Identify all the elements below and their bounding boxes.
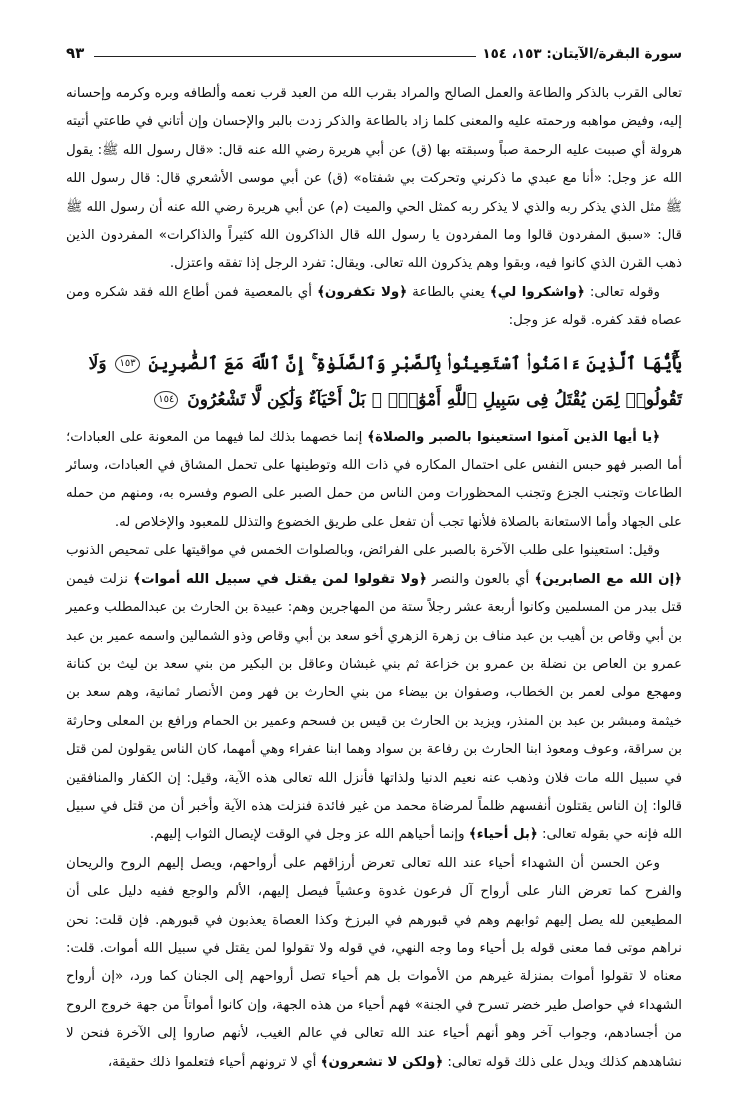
text-span: أي بالعون والنصر (426, 571, 535, 587)
paragraph-dhikr: تعالى القرب بالذكر والطاعة والعمل الصالح والمراد بقرب الله من العبد قرب نعمه وألطافه وبره وكرمه وإحسانه إليه، وفيض مواهبه ورحمته عليه والمعنى كلما زاد بالطاعة والذكر زدت بالبر والإحسان وإن أتاني في طاعتي أتيته هرولة أي صببت عليه الرحمة صباً وسبقته بها (ق) عن أبي هريرة رضي الله عنه قال: «قال رسول الله ﷺ: يقول الله عز وجل: «أنا مع عبدي ما ذكرني وتحركت بي شفتاه» (ق) عن أبي موسى الأشعري قال: قال رسول الله ﷺ مثل الذي يذكر ربه والذي لا يذكر ربه كمثل الحي والميت (م) عن أبي هريرة رضي الله عنه أن رسول الله ﷺ قال: «سبق المفردون قالوا وما المفردون يا رسول الله قال الذاكرون الله كثيراً والذاكرات» المفردون الذين ذهب القرن الذي كانوا فيه، وبقوا وهم يذكرون الله تعالى. ويقال: تفرد الرجل إذا تفقه واعتزل. (66, 86, 682, 272)
text-span: يعني بالطاعة (407, 284, 490, 300)
quran-quote: ﴿واشكروا لي﴾ (489, 284, 585, 300)
page-number: ٩٣ (66, 44, 85, 62)
text-span: أي بالمعصية فمن أطاع الله فقد شكره ومن عصاه فقد كفره. قوله عز وجل: (66, 284, 682, 329)
ayah-number-mark-icon: ١٥٣ (115, 355, 139, 373)
text-span: وإنما أحياهم الله عز وجل في الوقت لإيصال الثواب إليهم. (149, 827, 469, 843)
surah-title: سورة البقرة/الآيتان: ١٥٣، ١٥٤ (482, 46, 682, 62)
quran-quote: ﴿ولا تقولوا لمن يقتل في سبيل الله أموات﴾ (133, 571, 427, 587)
paragraph-badr (66, 537, 682, 849)
text-span: إنما خصهما بذلك لما فيهما من المعونة على العبادات؛ أما الصبر فهو حبس النفس على احتمال المكاره في ذات الله وتوطينها على تحمل المشاق في العبادات، وسائر الطاعات وتجنب الجزع وتجنب المحظورات ومن الناس من حمل الصبر على الصوم وفسره به، ومنهم من حمله على الجهاد وأما الاستعانة بالصلاة فلأنها تجب أن تفعل على طريق الخضوع والتذلل للمعبود والإخلاص له. (66, 429, 682, 530)
paragraph-shukr (66, 279, 682, 336)
quran-quote: ﴿بل أحياء﴾ (468, 827, 538, 843)
quran-quote: ﴿ولا تكفرون﴾ (317, 284, 408, 300)
verse-text-153: يَٰٓأَيُّهَا ٱلَّذِينَ ءَامَنُوا۟ ٱسْتَعِينُوا۟ بِٱلصَّبْرِ وَٱلصَّلَوٰةِ ۚ إِنَّ ٱللَّهَ مَعَ ٱلصَّٰبِرِينَ (148, 353, 682, 374)
quran-quote: ﴿ولكن لا تشعرون﴾ (320, 1054, 444, 1070)
paragraph-shuhada (66, 850, 682, 1077)
header-rule (94, 56, 476, 57)
text-span: وعن الحسن أن الشهداء أحياء عند الله تعالى تعرض أرزاقهم على أرواحهم، ويصل إليهم الروح والريحان والفرح كما تعرض النار على أرواح آل فرعون غدوة وعشياً فيصل إليهم، الألم والوجع ففيه دليل على أن المطيعين لله يصل إليهم ثوابهم وهم في قبورهم في البرزخ وكذا العصاة يعذبون في قبورهم. فإن قلت: نحن نراهم موتى فما معنى قوله بل أحياء وما وجه النهي، في قوله ولا تقولوا لمن يقتل في سبيل الله أموات. قلت: معناه لا تقولوا أموات بمنزلة غيرهم من الأموات بل هم أحياء تصل أرواحهم إلى الجنان كما ورد، «إن أرواح الشهداء في حواصل طير خضر تسرح في الجنة» فهم أحياء من هذه الجهة، وإن كانوا أمواتاً من جهة خروج الروح من أجسادهم، وجواب آخر وهو أنهم أحياء عند الله تعالى في عالم الغيب، لأنهم صاروا إلى الآخرة فنحن لا نشاهدهم كذلك ويدل على ذلك قوله تعالى: (66, 855, 682, 1070)
quran-verse-block (66, 346, 682, 418)
text-span: وقوله تعالى: (584, 284, 660, 300)
text-span: نزلت فيمن قتل ببدر من المسلمين وكانوا أربعة عشر رجلاً ستة من المهاجرين وهم: عبيدة بن الحارث بن عبدالمطلب وعمير بن أبي وقاص بن أهيب بن عبد مناف بن زهرة الزهري أخو سعد بن أبي وقاص وذو الشمالين واسمه عمير بن عبد عمرو بن العاص بن نضلة بن عمرو بن خزاعة ثم بني غبشان وعاقل بن البكير من بني سعد بن ليث بن كنانة ومهجع مولى لعمر بن الخطاب، وصفوان بن بيضاء من بني الحارث بن فهر ومن الأنصار ثمانية، وهم سعد بن خيثمة ومبشر بن عبد بن المنذر، ويزيد بن الحارث بن قيس بن فسحم وعمير بن الحمام ورافع بن المعلى وحارثة بن سراقة، وعوف ومعوذ ابنا الحارث بن رفاعة بن سواد وهما ابنا عفراء وهي أمهما، كان الناس يقولون لمن قتل في سبيل الله مات فلان وذهب عنه نعيم الدنيا ولذاتها فأنزل الله تعالى هذه الآية، وقيل: إن الكفار والمنافقين قالوا: إن الناس يقتلون أنفسهم ظلماً لمرضاة محمد من غير فائدة فنزلت هذه الآية وأخبر أن من قتل في سبيل الله فإنه حي بقوله تعالى: (66, 571, 682, 843)
paragraph-sabr (66, 424, 682, 538)
page-body (66, 80, 682, 1077)
ayah-number-mark-icon: ١٥٤ (154, 391, 178, 409)
quran-quote: ﴿يا أيها الذين آمنوا استعينوا بالصبر والصلاة﴾ (367, 429, 661, 445)
verse-text-154: وَلَا تَقُولُوا۟ لِمَن يُقْتَلُ فِى سَبِيلِ ٱللَّهِ أَمْوَٰتٌۢ ۚ بَلْ أَحْيَآءٌ وَلَٰكِن لَّا تَشْعُرُونَ (88, 353, 682, 410)
text-span: وقيل: استعينوا على طلب الآخرة بالصبر على الفرائض، وبالصلوات الخمس في مواقيتها على تمحيص الذنوب (66, 543, 660, 559)
text-span: أي لا ترونهم أحياء فتعلموا ذلك حقيقة، (107, 1054, 321, 1070)
quran-quote: ﴿إن الله مع الصابرين﴾ (534, 571, 683, 587)
running-header (66, 36, 682, 62)
